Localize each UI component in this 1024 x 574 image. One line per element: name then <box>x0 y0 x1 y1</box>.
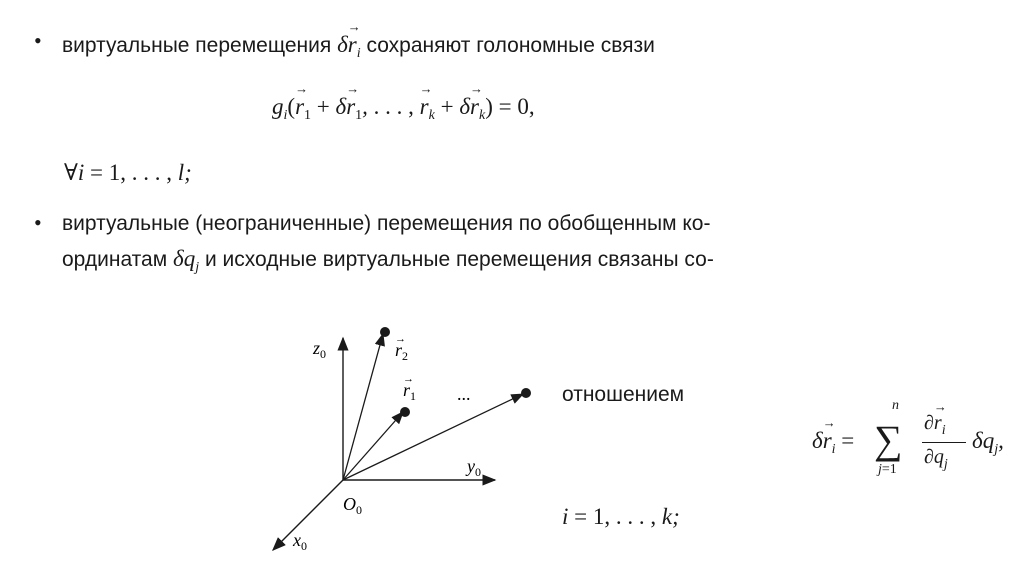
r1-arrow-icon: → <box>403 373 414 385</box>
origin-label: $O_0$ <box>343 494 362 517</box>
point-rk <box>521 388 531 398</box>
bullet-dot-1: • <box>34 28 42 53</box>
z-axis-label: $z_0$ <box>313 338 327 361</box>
bullet-2-line-2-after: и исходные виртуальные перемещения связаны со- <box>204 248 714 271</box>
point-r1 <box>400 407 410 417</box>
ellipsis-label: ... <box>457 384 471 404</box>
bullet-2-line-2-before: ординатам <box>62 248 168 271</box>
r1-label: $r_1$ <box>403 380 417 403</box>
bullet-1-text-after: сохраняют голономные связи <box>366 34 655 57</box>
point-r2 <box>380 327 390 337</box>
r2-arrow-icon: → <box>395 333 406 345</box>
bullet-1-text-before: виртуальные перемещения <box>62 34 332 57</box>
x-axis-label: $x_0$ <box>293 530 307 553</box>
bullet-2-symbol: $\delta q_j$ <box>173 246 200 275</box>
index-line: i = 1, . . . , k; <box>562 504 680 529</box>
y-axis-label: $y_0$ <box>467 456 481 479</box>
bullet-1-text <box>62 32 655 62</box>
forall-line: ∀i = 1, . . . , l; <box>64 160 192 185</box>
coordinate-diagram <box>255 320 545 570</box>
r2-label: $r_2$ <box>395 340 409 363</box>
equation-constraints: $g_i(\to r_1 + \delta\to r_1$, . . . , → $r_k + \delta\to r_k) = 0$, <box>272 94 535 124</box>
bullet-2-line-2 <box>62 246 714 276</box>
continuation-text: отношением <box>562 383 685 406</box>
x-axis <box>273 480 343 550</box>
bullet-1-symbol: $\delta\to r_i$ <box>337 32 361 57</box>
equation-virtual-displacement: $\delta\to r_i$ = ∑ n j=1 ∂→ $r_i$ $\partial q_j$ $\delta q_j$, <box>812 412 1012 492</box>
vector-rk <box>343 394 523 480</box>
bullet-dot-2: • <box>34 210 42 235</box>
bullet-2-line-1: виртуальные (неограниченные) перемещения по обобщенным ко- <box>62 212 711 235</box>
sum-symbol: ∑ <box>874 417 903 462</box>
